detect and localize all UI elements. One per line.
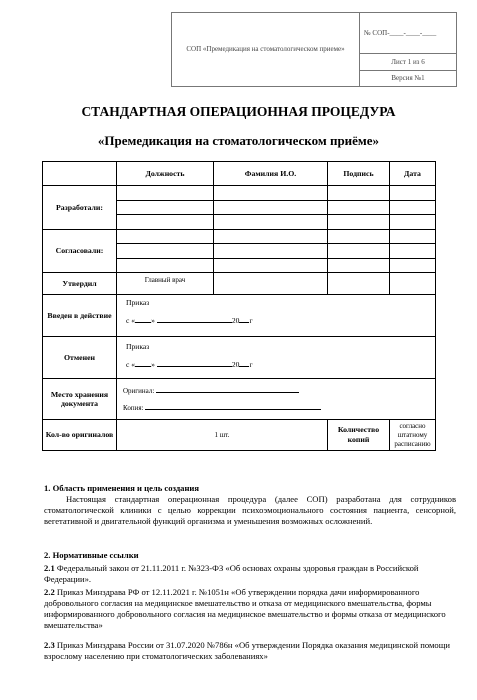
section-1-heading: 1. Область применения и цель создания bbox=[44, 483, 200, 493]
section-2-item-3: 2.3 Приказ Минздрава России от 31.07.2020 №786н «Об утверждении Порядка оказания медицинской помощи взрослому населению при стоматологических заболеваниях» bbox=[44, 640, 450, 661]
sop-title-cell: СОП «Премедикация на стоматологическом приеме» bbox=[172, 13, 360, 87]
count-copies-label: Количество копий bbox=[328, 420, 390, 451]
sop-number-cell: № СОП-____-____-____ bbox=[360, 13, 457, 54]
count-originals-value: 1 шт. bbox=[117, 420, 328, 451]
col-header-position: Должность bbox=[117, 162, 214, 186]
row-storage-label: Место хранения документа bbox=[43, 379, 117, 420]
introduced-order-label: Приказ bbox=[126, 298, 150, 307]
document-header-table bbox=[171, 12, 457, 87]
section-2-item-1: 2.1 Федеральный закон от 21.11.2011 г. №323-ФЗ «Об основах охраны здоровья граждан в Российской Федерации». bbox=[44, 563, 419, 584]
version-cell: Версия №1 bbox=[360, 71, 457, 87]
developed-position-1[interactable] bbox=[117, 186, 214, 201]
introduced-date-line[interactable]: с « » 20 г bbox=[126, 316, 253, 325]
document-title: СТАНДАРТНАЯ ОПЕРАЦИОННАЯ ПРОЦЕДУРА bbox=[81, 104, 396, 119]
section-2-heading: 2. Нормативные ссылки bbox=[44, 550, 139, 560]
row-cancelled-label: Отменен bbox=[43, 337, 117, 379]
sheet-cell: Лист 1 из 6 bbox=[360, 54, 457, 71]
document-subtitle: «Премедикация на стоматологическом приёме» bbox=[97, 133, 380, 148]
col-header-signature: Подпись bbox=[328, 162, 390, 186]
row-agreed-label: Согласовали: bbox=[43, 230, 117, 273]
storage-copy-line[interactable]: Копия: bbox=[123, 402, 435, 414]
approved-position: Главный врач bbox=[117, 273, 214, 295]
row-introduced-label: Введен в действие bbox=[43, 295, 117, 337]
col-header-name: Фамилия И.О. bbox=[214, 162, 328, 186]
count-copies-value: согласно штатному расписанию bbox=[390, 420, 436, 451]
approvals-table bbox=[42, 161, 436, 451]
section-2-item-2: 2.2 Приказ Минздрава РФ от 12.11.2021 г. №1051н «Об утверждении порядка дачи информированного добровольного согласия на медицинское вмешательство и отказа от медицинского вмешательства, формы информированного добровольного согласия на медицинское вмешательство и формы отказа от медицинского вмешательства» bbox=[44, 587, 446, 630]
col-header-date: Дата bbox=[390, 162, 436, 186]
section-1-text: Настоящая стандартная операционная процедура (далее СОП) разработана для сотрудников стоматологической клиники с целью коррекции психоэмоционального состояния пациента, сенсорной, вегетативной и двигательной функций организма и уменьшения возможных осложнений. bbox=[44, 494, 456, 526]
row-developed-label: Разработали: bbox=[43, 186, 117, 230]
storage-original-line[interactable]: Оригинал: bbox=[123, 385, 435, 397]
row-count-originals-label: Кол-во оригиналов bbox=[43, 420, 117, 451]
cancelled-date-line[interactable]: с « » 20 г bbox=[126, 360, 253, 369]
row-approved-label: Утвердил bbox=[43, 273, 117, 295]
cancelled-order-label: Приказ bbox=[126, 342, 150, 351]
